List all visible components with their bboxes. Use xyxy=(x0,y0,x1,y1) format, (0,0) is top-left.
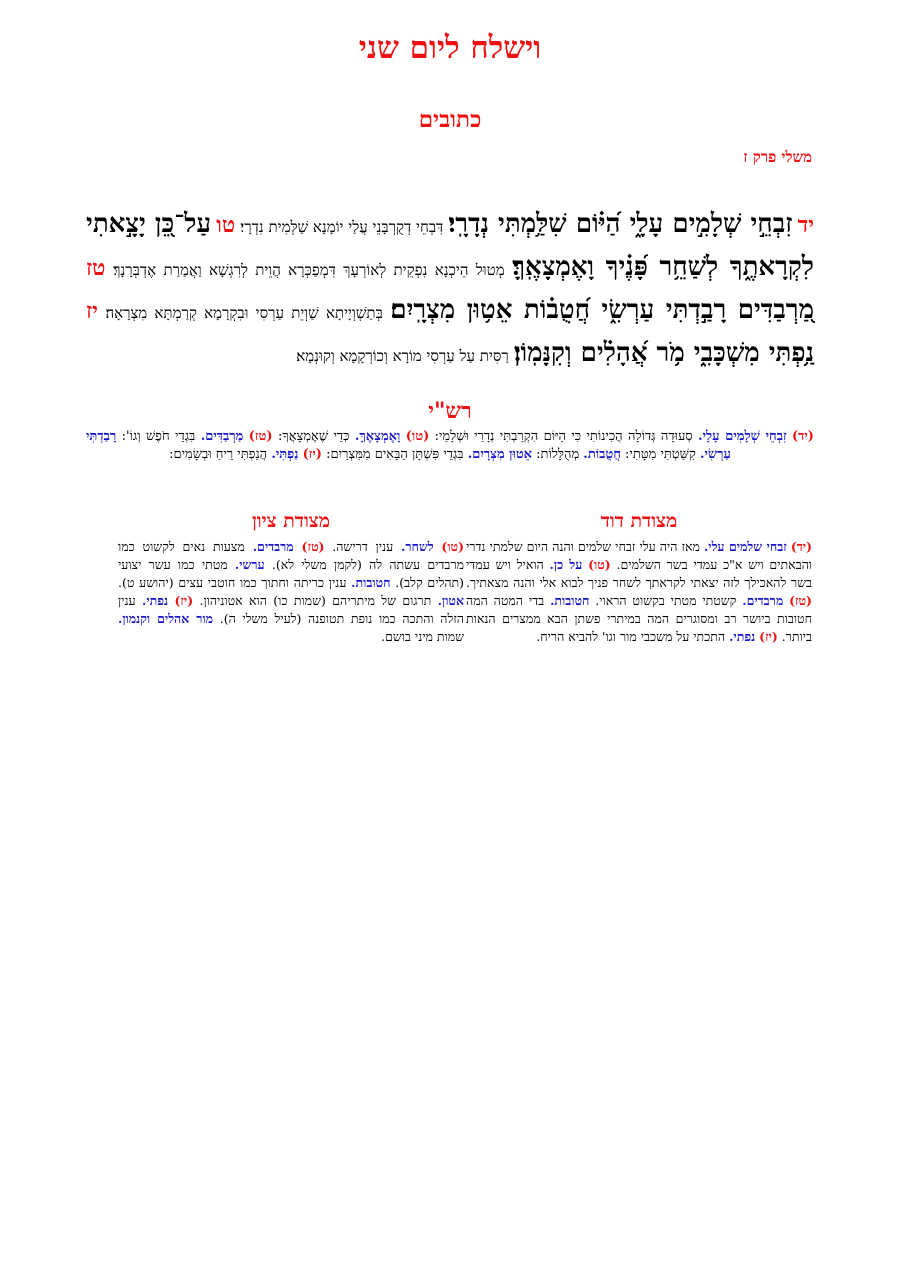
comment-text: מאז היה עלי זבחי שלמים והנה היום שלמתי נדרי והבאתים ויש א"כ עמדי בשר השלמים. xyxy=(466,539,812,572)
page-title: וישלח ליום שני xyxy=(358,30,542,66)
comment-number: (טו) xyxy=(405,429,430,444)
comment-number: (טו) xyxy=(588,557,611,572)
comment-entry xyxy=(122,429,273,444)
comment-heading: אטון. xyxy=(437,593,464,608)
verse-aramaic: רַסִּית עַל עַרְסִי מוֹרָא וְכוֹרְקָמָא וְקוּנְמָא׃ xyxy=(296,347,509,365)
verse-number: יז xyxy=(86,298,98,324)
comment-entry xyxy=(595,593,812,608)
comment-heading: וָאֶמְצָאֶךָּ. xyxy=(354,429,401,444)
comment-text: תרגום של מיתריהם (שמות כו) הוא אטוניהון. xyxy=(199,593,432,608)
comment-heading: לשחר. xyxy=(400,539,434,554)
verses-block xyxy=(86,204,814,376)
comment-text: כְּדֵי שֶׁאֶמְצָאֲךָ: xyxy=(277,429,350,444)
comment-entry xyxy=(278,429,429,444)
comment-number: (טז) xyxy=(301,539,325,554)
comment-text: קשטתי מטתי בקשוט הראוי. xyxy=(595,593,737,608)
rashi-commentary xyxy=(86,428,814,464)
comment-text: הֲנַפְתִּי רֵיחַ וּבְשָׂמִים: xyxy=(169,447,268,462)
comment-text: סְעוּדָה גְּדוֹלָה הֲכִינוֹתִי כִּי הַיּוֹם הִקְרַבְתִּי נְדָרַי וּשְׁלָמַי: xyxy=(434,429,693,444)
comment-entry xyxy=(118,575,391,590)
comment-heading: נפתי. xyxy=(729,629,756,644)
metzudat-david-commentary xyxy=(466,538,812,646)
comment-number: (יד) xyxy=(791,429,814,444)
comment-heading: חטובות. xyxy=(351,575,391,590)
verse-aramaic: דִּבְחֵי דְקֻרְבָּנֵי עֲלַי יוֹמָנָא שַׁלְּמִית נִדְרָי׃ xyxy=(240,218,444,236)
comment-heading: מור אהלים וקנמון. xyxy=(118,611,214,626)
comment-entry xyxy=(200,593,464,608)
comment-number: (יז) xyxy=(759,629,778,644)
verse xyxy=(235,209,814,239)
metzudat-zion-title: מצודת ציון xyxy=(251,510,331,532)
comment-heading: רָבַדְתִּי עַרְשִׂי. xyxy=(86,429,731,462)
verse-number: טו xyxy=(216,212,236,238)
comment-heading: חטובות. xyxy=(550,593,590,608)
comment-heading: מרבדים. xyxy=(252,539,294,554)
metzudat-zion-commentary xyxy=(118,538,464,646)
comment-text: בדי המטה המה חטובות ביושר רב ומסוגרים המה במיתרי פשתן הבא ממצרים הנאות ביותר. xyxy=(466,593,812,644)
comment-heading: מרבדים. xyxy=(742,593,784,608)
comment-text: ענין הזלה והתכה כמו נופת תטופנה (לעיל משלי ה). xyxy=(118,593,464,626)
comment-heading: ערשי. xyxy=(234,557,265,572)
chapter-label: משלי פרק ז xyxy=(743,148,812,166)
metzudat-david-title: מצודת דוד xyxy=(600,510,678,532)
comment-entry xyxy=(536,447,621,462)
verse-hebrew: זִבְחֵ֣י שְׁלָמִ֣ים עָלָ֑י הַ֝יּ֗וֹם שִׁלַּ֥מְתִּי נְדָרָֽי׃ xyxy=(448,209,793,239)
verse-hebrew: נַ֥פְתִּי מִשְׁכָּבִ֑י מֹ֥ר אֲ֝הָלִ֗ים וְקִנָּמֽוֹן׃ xyxy=(513,338,814,368)
comment-heading: זִבְחֵי שְׁלָמִים עָלָי. xyxy=(698,429,787,444)
comment-heading: על כן. xyxy=(549,557,583,572)
comment-heading: נַפְתִּי. xyxy=(271,447,299,462)
comment-entry xyxy=(326,447,532,462)
rashi-title: רש"י xyxy=(428,398,472,424)
comment-heading: מַרְבַדִּים. xyxy=(200,429,244,444)
comment-heading: אֵטוּן מִצְרָיִם. xyxy=(467,447,533,462)
comment-text: מצעות נאים לקשוט כמו מרבדים עשתה לה (לקמן משלי לא). xyxy=(118,539,464,572)
verse-aramaic: מְטוּל הֵיכְנָא נִפְקֵית לְאוֹרְעָךְ דִּמְפַכְּרָא הֲוֵית לְרִגְשָׁא וַאֲמַרַת אֶדְבְּרָנָךְ׃ xyxy=(113,261,505,279)
comment-number: (טו) xyxy=(441,539,464,554)
comment-text: קִשַּׁטְתִּי מִטָּתִי: xyxy=(625,447,696,462)
comment-entry xyxy=(332,539,464,554)
verse-hebrew: עַל־כֵּ֭ן יָצָ֣אתִי לִקְרָאתֶ֑ךָ לְשַׁחֵ֥ר פָּ֝נֶ֗יךָ וָאֶמְצָאֶֽךָּ׃ xyxy=(86,209,814,282)
comment-text: בִּגְדֵי חֹפֶשׁ וְגוֹ': xyxy=(121,429,196,444)
comment-text: התכתי על משכבי מור וגו' להביא הריח. xyxy=(536,629,726,644)
comment-text: שמות מיני בושם. xyxy=(381,629,464,644)
comment-heading: זבחי שלמים עלי. xyxy=(703,539,787,554)
comment-text: מְהֻלָּלוֹת: xyxy=(536,447,580,462)
comment-text: הואיל ויש עמדי בשר להאכילך לזה יצאתי לקראתך לשחר פניך לבוא אלי והנה מצאתיך. xyxy=(466,557,812,590)
comment-text: מטתי כמו עשר יצועי (תהלים קלב). xyxy=(118,557,465,590)
comment-text: ענין כריתה וחתוך כמו חוטבי עצים (יהושע ט). xyxy=(118,575,347,590)
comment-heading: נפתי. xyxy=(142,593,169,608)
verse-aramaic: בְּתַשְׁוְיָיתָא שַׁוְיֵת עַרְסִי וּבִקְרָמָא קְרַמְתָּא מִצְרָאָה׃ xyxy=(105,304,383,322)
comment-text: ענין דרישה. xyxy=(332,539,394,554)
verse-number: יד xyxy=(797,212,814,238)
comment-number: (טז) xyxy=(789,593,812,608)
comment-number: (יד) xyxy=(790,539,812,554)
section-title: כתובים xyxy=(418,106,482,133)
comment-entry xyxy=(169,447,322,462)
comment-text: בִּגְדֵי פִּשְׁתָּן הַבָּאִים מִמִּצְרַיִם: xyxy=(326,447,464,462)
comment-number: (יז) xyxy=(174,593,194,608)
comment-number: (טז) xyxy=(248,429,273,444)
comment-heading: חֲטֻבוֹת. xyxy=(583,447,621,462)
comment-entry xyxy=(435,429,814,444)
comment-number: (יז) xyxy=(302,447,322,462)
verse-hebrew: מַ֭רְבַדִּים רָבַ֣דְתִּי עַרְשִׂ֑י חֲ֝טֻב֗וֹת אֵט֥וּן מִצְרָֽיִם׃ xyxy=(390,295,814,325)
comment-entry xyxy=(536,629,777,644)
verse-number: טז xyxy=(86,255,106,281)
